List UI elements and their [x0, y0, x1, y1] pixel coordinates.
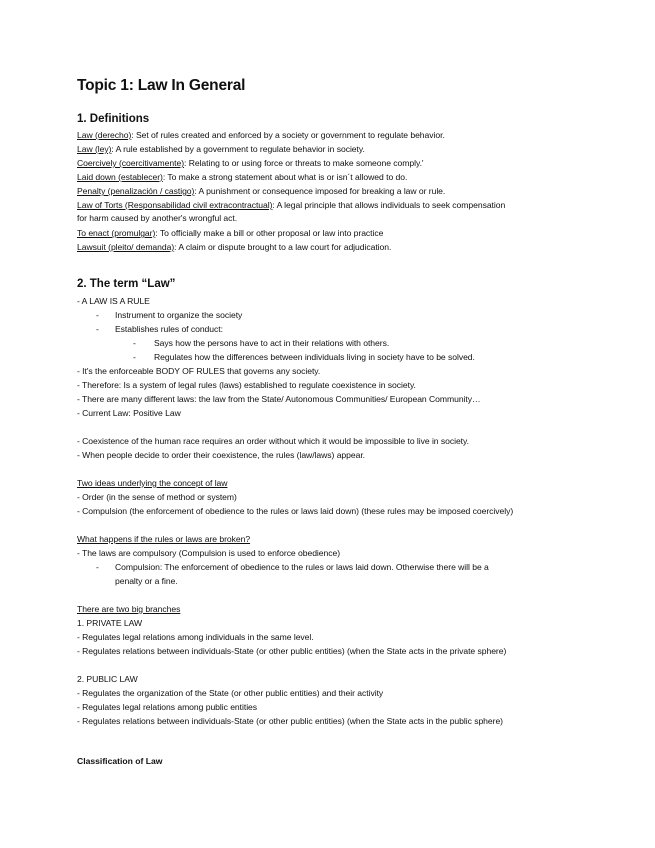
bullet-item: Instrument to organize the society	[115, 310, 243, 320]
private-law-title: 1. PRIVATE LAW	[77, 618, 143, 628]
bullet-dash: -	[133, 338, 136, 348]
text-line: - Coexistence of the human race requires an order without which it would be impossible to live in society.	[77, 436, 469, 446]
definition-line: Coercively (coercitivamente): Relating to or using force or threats to make someone comply.'	[77, 158, 424, 168]
text-line: - Therefore: Is a system of legal rules (laws) established to regulate coexistence in society.	[77, 380, 416, 390]
bullet-dash: -	[96, 562, 99, 572]
text-line: - The laws are compulsory (Compulsion is used to enforce obedience)	[77, 548, 341, 558]
text-line: - A LAW IS A RULE	[77, 296, 150, 306]
definition-line: Law (ley): A rule established by a government to regulate behavior in society.	[77, 144, 365, 154]
definition-line: Law of Torts (Responsabilidad civil extracontractual): A legal principle that allows individuals to seek compensation	[77, 200, 506, 210]
bullet-dash: -	[96, 324, 99, 334]
text-line: - Regulates relations between individuals-State (or other public entities) (when the State acts in the public sphere)	[77, 716, 503, 726]
text-line: - Current Law: Positive Law	[77, 408, 181, 418]
page-title: Topic 1: Law In General	[77, 77, 246, 94]
text-line: - Compulsion (the enforcement of obedience to the rules or laws laid down) (these rules may be imposed coercively)	[77, 506, 514, 516]
text-line: - There are many different laws: the law from the State/ Autonomous Communities/ European Community…	[77, 394, 481, 404]
sub-bullet-item: Regulates how the differences between individuals living in society have to be solved.	[154, 352, 475, 362]
term-law-heading: 2. The term “Law”	[77, 278, 176, 290]
bullet-item: Compulsion: The enforcement of obedience to the rules or laws laid down. Otherwise there will be a	[115, 562, 489, 572]
text-line: - Regulates the organization of the State (or other public entities) and their activity	[77, 688, 384, 698]
text-line: - Regulates legal relations among individuals in the same level.	[77, 632, 314, 642]
bullet-item: Establishes rules of conduct:	[115, 324, 223, 334]
definition-line: Penalty (penalización / castigo): A punishment or consequence imposed for breaking a law or rule.	[77, 186, 446, 196]
definition-line: To enact (promulgar): To officially make a bill or other proposal or law into practice	[77, 228, 384, 238]
bullet-dash: -	[96, 310, 99, 320]
text-line: - When people decide to order their coexistence, the rules (law/laws) appear.	[77, 450, 366, 460]
text-line: - Regulates relations between individuals-State (or other public entities) (when the State acts in the private sphere)	[77, 646, 507, 656]
definition-line: for harm caused by another's wrongful act.	[77, 213, 238, 223]
bullet-dash: -	[133, 352, 136, 362]
definition-line: Law (derecho): Set of rules created and enforced by a society or government to regulate behavior.	[77, 130, 445, 140]
definition-line: Laid down (establecer): To make a strong statement about what is or isn´t allowed to do.	[77, 172, 408, 182]
broken-subheading: What happens if the rules or laws are broken?	[77, 534, 251, 544]
public-law-title: 2. PUBLIC LAW	[77, 674, 138, 684]
text-line: - It's the enforceable BODY OF RULES that governs any society.	[77, 366, 321, 376]
text-line: - Regulates legal relations among public entities	[77, 702, 258, 712]
ideas-subheading: Two ideas underlying the concept of law	[77, 478, 228, 488]
classification-heading: Classification of Law	[77, 756, 163, 766]
sub-bullet-item: Says how the persons have to act in their relations with others.	[154, 338, 390, 348]
branches-subheading: There are two big branches	[77, 604, 181, 614]
text-line: - Order (in the sense of method or system)	[77, 492, 237, 502]
definition-line: Lawsuit (pleito/ demanda): A claim or dispute brought to a law court for adjudication.	[77, 242, 392, 252]
definitions-heading: 1. Definitions	[77, 113, 150, 125]
bullet-item-continued: penalty or a fine.	[115, 576, 178, 586]
